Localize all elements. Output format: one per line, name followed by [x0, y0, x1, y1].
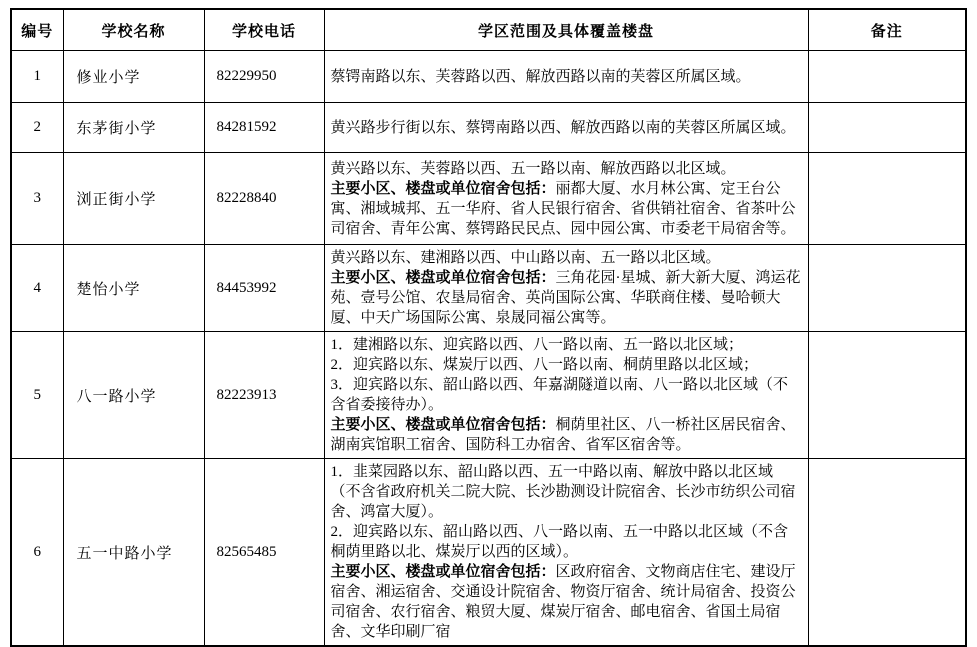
zone-text: 丽都大厦、水月林公寓、定王台公寓、湘域城邦、五一华府、省人民银行宿舍、省供销社宿舍、省茶叶公司宿舍、青年公寓、蔡锷路民民点、园中园公寓、市委老干局宿舍等。: [330, 180, 796, 237]
zone-text: 蔡锷南路以东、芙蓉路以西、解放西路以南的芙蓉区所属区域。: [330, 68, 751, 85]
header-number: 编号: [11, 9, 63, 51]
note-cell: [808, 51, 966, 103]
row-number-cell: 2: [11, 103, 63, 153]
school-district-table: [10, 8, 967, 647]
table-row: [11, 153, 966, 245]
table-row: [11, 459, 966, 647]
header-note: 备注: [808, 9, 966, 51]
zone-paragraph: [331, 118, 802, 138]
row-number-cell: 6: [11, 459, 63, 647]
district-zone-cell: [324, 51, 808, 103]
zone-paragraph: [331, 562, 802, 642]
district-zone-cell: [324, 103, 808, 153]
school-name-cell: 东茅街小学: [63, 103, 204, 153]
zone-text: 2．迎宾路以东、韶山路以西、八一路以南、五一中路以北区域（不含桐荫里路以北、煤炭厅以西的区域）。: [330, 524, 789, 560]
zone-paragraph: [331, 179, 802, 239]
zone-bold-label: 主要小区、楼盘或单位宿舍包括：: [330, 180, 556, 197]
row-number-cell: 4: [11, 245, 63, 332]
zone-text: 3．迎宾路以东、韶山路以西、年嘉湖隧道以南、八一路以北区域（不含省委接待办）。: [330, 377, 789, 413]
school-name-cell: 修业小学: [63, 51, 204, 103]
zone-paragraph: [331, 335, 802, 355]
district-zone-cell: [324, 332, 808, 459]
note-cell: [808, 332, 966, 459]
row-number-cell: 5: [11, 332, 63, 459]
header-school-name: 学校名称: [63, 9, 204, 51]
zone-text: 2．迎宾路以东、煤炭厅以西、八一路以南、桐荫里路以北区域；: [330, 357, 759, 373]
table-row: [11, 245, 966, 332]
school-phone-cell: 84453992: [204, 245, 324, 332]
zone-paragraph: [331, 159, 802, 179]
school-phone-cell: 82228840: [204, 153, 324, 245]
note-cell: [808, 245, 966, 332]
school-name-cell: 浏正街小学: [63, 153, 204, 245]
school-name-cell: 五一中路小学: [63, 459, 204, 647]
zone-bold-label: 主要小区、楼盘或单位宿舍包括：: [330, 417, 556, 433]
table-row: [11, 103, 966, 153]
row-number-cell: 1: [11, 51, 63, 103]
school-phone-cell: 82223913: [204, 332, 324, 459]
zone-bold-label: 主要小区、楼盘或单位宿舍包括：: [330, 564, 556, 580]
district-zone-cell: [324, 153, 808, 245]
zone-paragraph: [331, 67, 802, 87]
zone-bold-label: 主要小区、楼盘或单位宿舍包括：: [330, 270, 556, 286]
zone-text: 黄兴路步行街以东、蔡锷南路以西、解放西路以南的芙蓉区所属区域。: [330, 119, 796, 136]
row-number-cell: 3: [11, 153, 63, 245]
school-name-cell: 八一路小学: [63, 332, 204, 459]
zone-paragraph: [331, 248, 802, 268]
zone-paragraph: [331, 462, 802, 522]
zone-text: 1．建湘路以东、迎宾路以西、八一路以南、五一路以北区域；: [330, 337, 744, 353]
zone-text: 黄兴路以东、建湘路以西、中山路以南、五一路以北区域。: [330, 250, 721, 266]
zone-text: 黄兴路以东、芙蓉路以西、五一路以南、解放西路以北区域。: [330, 160, 736, 177]
header-district-zone: 学区范围及具体覆盖楼盘: [324, 9, 808, 51]
school-phone-cell: 84281592: [204, 103, 324, 153]
school-phone-cell: 82229950: [204, 51, 324, 103]
note-cell: [808, 459, 966, 647]
zone-paragraph: [331, 268, 802, 328]
table-header-row: [11, 9, 966, 51]
header-school-phone: 学校电话: [204, 9, 324, 51]
school-name-cell: 楚怡小学: [63, 245, 204, 332]
zone-paragraph: [331, 415, 802, 455]
zone-text: 1．韭菜园路以东、韶山路以西、五一中路以南、解放中路以北区域（不含省政府机关二院大院、长沙勘测设计院宿舍、长沙市纺织公司宿舍、鸿富大厦）。: [330, 464, 796, 520]
zone-paragraph: [331, 522, 802, 562]
zone-text: 桐荫里社区、八一桥社区居民宿舍、湖南宾馆职工宿舍、国防科工办宿舍、省军区宿舍等。: [330, 417, 796, 453]
district-zone-cell: [324, 459, 808, 647]
school-phone-cell: 82565485: [204, 459, 324, 647]
note-cell: [808, 153, 966, 245]
zone-text: 三角花园·星城、新大新大厦、鸿运花苑、壹号公馆、农垦局宿舍、英尚国际公寓、华联商住楼、曼哈顿大厦、中天广场国际公寓、泉晟同福公寓等。: [330, 270, 801, 326]
note-cell: [808, 103, 966, 153]
zone-text: 区政府宿舍、文物商店住宅、建设厅宿舍、湘运宿舍、交通设计院宿舍、物资厅宿舍、统计局宿舍、投资公司宿舍、农行宿舍、粮贸大厦、煤炭厅宿舍、邮电宿舍、省国土局宿舍、文华印刷厂宿: [330, 564, 796, 640]
table-row: [11, 51, 966, 103]
table-row: [11, 332, 966, 459]
district-zone-cell: [324, 245, 808, 332]
zone-paragraph: [331, 375, 802, 415]
zone-paragraph: [331, 355, 802, 375]
table-body: [11, 51, 966, 647]
